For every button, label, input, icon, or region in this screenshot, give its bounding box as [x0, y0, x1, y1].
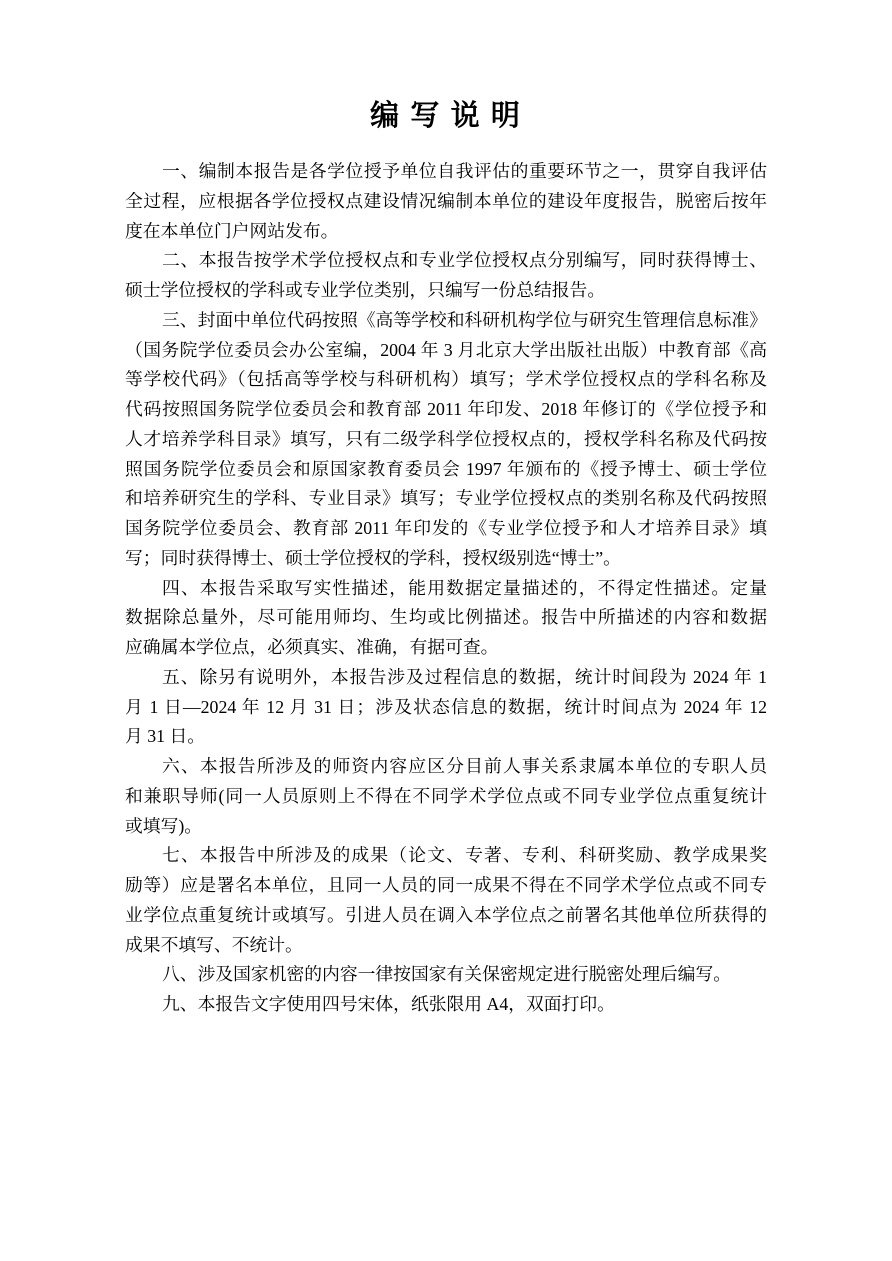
paragraph-line: 月 31 日。 [125, 726, 206, 747]
paragraph-line: 等学校代码》（包括高等学校与科研机构）填写；学术学位授权点的学科名称及 [125, 369, 767, 390]
instruction-item-2 [125, 246, 767, 306]
paragraph-line: 国务院学位委员会、教育部 2011 年印发的《专业学位授予和人才培养目录》填 [125, 518, 767, 538]
instruction-item-4 [125, 574, 767, 663]
paragraph-line: 数据除总量外，尽可能用师均、生均或比例描述。报告中所描述的内容和数据 [125, 607, 767, 628]
paragraph-line: 月 1 日—2024 年 12 月 31 日；涉及状态信息的数据，统计时间点为 2024 年 12 [125, 696, 767, 717]
instruction-item-9 [125, 990, 767, 1020]
paragraph-line: 八、涉及国家机密的内容一律按国家有关保密规定进行脱密处理后编写。 [162, 964, 732, 985]
paragraph-line: 应确属本学位点，必须真实、准确，有据可查。 [125, 637, 499, 657]
instruction-item-6 [125, 752, 767, 841]
paragraph-line: 全过程，应根据各学位授权点建设情况编制本单位的建设年度报告，脱密后按年 [125, 190, 767, 211]
paragraph-line: 人才培养学科目录》填写，只有二级学科学位授权点的，授权学科名称及代码按 [125, 428, 767, 449]
paragraph-line: 四、本报告采取写实性描述，能用数据定量描述的，不得定性描述。定量 [162, 577, 767, 598]
instruction-item-1 [125, 157, 767, 246]
paragraph-line: 代码按照国务院学位委员会和教育部 2011 年印发、2018 年修订的《学位授予和 [125, 399, 767, 419]
paragraph-line: 硕士学位授权的学科或专业学位类别，只编写一份总结报告。 [125, 280, 606, 300]
paragraph-line: 励等）应是署名本单位，且同一人员的同一成果不得在不同学术学位点或不同专 [125, 875, 767, 895]
paragraph-line: 照国务院学位委员会和原国家教育委员会 1997 年颁布的《授予博士、硕士学位 [125, 458, 767, 479]
paragraph-line: 和培养研究生的学科、专业目录》填写；专业学位授权点的类别名称及代码按照 [125, 488, 767, 509]
paragraph-line: （国务院学位委员会办公室编，2004 年 3 月北京大学出版社出版）中教育部《高 [125, 339, 767, 360]
paragraph-line: 二、本报告按学术学位授权点和专业学位授权点分别编写，同时获得博士、 [162, 250, 767, 271]
paragraph-line: 写；同时获得博士、硕士学位授权的学科，授权级别选“博士”。 [125, 547, 621, 568]
paragraph-line: 六、本报告所涉及的师资内容应区分目前人事关系隶属本单位的专职人员 [162, 756, 767, 776]
paragraph-line: 或填写)。 [125, 815, 203, 836]
paragraph-line: 成果不填写、不统计。 [125, 934, 303, 955]
paragraph-line: 三、封面中单位代码按照《高等学校和科研机构学位与研究生管理信息标准》 [162, 309, 767, 330]
document-title: 编 写 说 明 [370, 100, 522, 132]
instruction-item-3 [125, 306, 767, 574]
instruction-item-5 [125, 663, 767, 752]
paragraph-line: 九、本报告文字使用四号宋体，纸张限用 A4，双面打印。 [162, 994, 615, 1014]
paragraph-line: 业学位点重复统计或填写。引进人员在调入本学位点之前署名其他单位所获得的 [125, 904, 767, 925]
paragraph-line: 和兼职导师(同一人员原则上不得在不同学术学位点或不同专业学位点重复统计 [125, 785, 767, 806]
instruction-item-8 [125, 960, 767, 990]
paragraph-line: 度在本单位门户网站发布。 [125, 220, 339, 241]
paragraph-line: 七、本报告中所涉及的成果（论文、专著、专利、科研奖励、教学成果奖 [162, 845, 767, 866]
instruction-item-7 [125, 841, 767, 960]
document-body [125, 157, 767, 1020]
paragraph-line: 一、编制本报告是各学位授予单位自我评估的重要环节之一，贯穿自我评估 [162, 161, 767, 181]
paragraph-line: 五、除另有说明外，本报告涉及过程信息的数据，统计时间段为 2024 年 1 [162, 666, 767, 687]
